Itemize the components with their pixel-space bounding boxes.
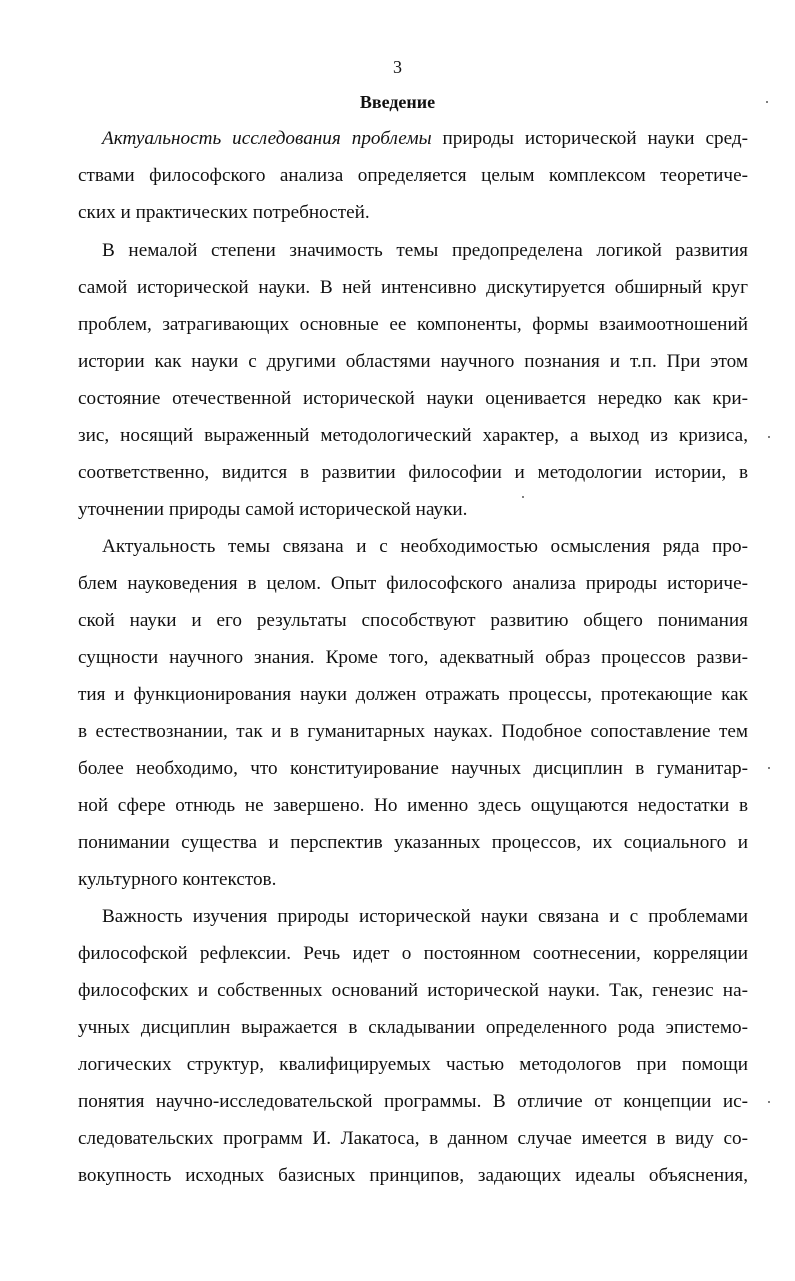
paragraph-line: соответственно, видится в развитии философии и методологии истории, в bbox=[78, 462, 748, 483]
paragraph-line: истории как науки с другими областями научного познания и т.п. При этом bbox=[78, 351, 748, 372]
page-number: 3 bbox=[393, 57, 402, 77]
paragraph-line: вокупность исходных базисных принципов, задающих идеалы объяснения, bbox=[78, 1165, 748, 1186]
paragraph-line: ствами философского анализа определяется целым комплексом теоретиче- bbox=[78, 165, 748, 186]
paragraph-line: состояние отечественной исторической науки оценивается нередко как кри- bbox=[78, 388, 748, 409]
paragraph-line: следовательских программ И. Лакатоса, в данном случае имеется в виду со- bbox=[78, 1128, 748, 1149]
italic-lead-phrase: Актуальность исследования проблемы bbox=[102, 128, 432, 149]
paragraph-line: сущности научного знания. Кроме того, адекватный образ процессов разви- bbox=[78, 647, 748, 668]
paragraph-line: Важность изучения природы исторической науки связана и с проблемами bbox=[102, 906, 748, 927]
scan-speck bbox=[768, 767, 770, 769]
scan-speck bbox=[768, 1101, 770, 1103]
paragraph-line: Актуальность исследования проблемы природы исторической науки сред- bbox=[102, 128, 748, 149]
paragraph-line: зис, носящий выраженный методологический характер, а выход из кризиса, bbox=[78, 425, 748, 446]
paragraph-line: ских и практических потребностей. bbox=[78, 202, 370, 223]
paragraph-line: в естествознании, так и в гуманитарных науках. Подобное сопоставление тем bbox=[78, 721, 748, 742]
paragraph-line: проблем, затрагивающих основные ее компоненты, формы взаимоотношений bbox=[78, 314, 748, 335]
paragraph-line: философских и собственных оснований исторической науки. Так, генезис на- bbox=[78, 980, 748, 1001]
paragraph-line: В немалой степени значимость темы предопределена логикой развития bbox=[102, 240, 748, 261]
paragraph-line: самой исторической науки. В ней интенсивно дискутируется обширный круг bbox=[78, 277, 748, 298]
paragraph-line: культурного контекстов. bbox=[78, 869, 277, 890]
paragraph-line: понятия научно-исследовательской программы. В отличие от концепции ис- bbox=[78, 1091, 748, 1112]
scan-speck bbox=[766, 101, 768, 103]
paragraph-line: ной сфере отнюдь не завершено. Но именно здесь ощущаются недостатки в bbox=[78, 795, 748, 816]
paragraph-line: философской рефлексии. Речь идет о постоянном соотнесении, корреляции bbox=[78, 943, 748, 964]
paragraph-line: тия и функционирования науки должен отражать процессы, протекающие как bbox=[78, 684, 748, 705]
section-heading: Введение bbox=[359, 92, 436, 112]
paragraph-line: Актуальность темы связана и с необходимостью осмысления ряда про- bbox=[102, 536, 748, 557]
scan-speck bbox=[522, 496, 524, 498]
paragraph-line: более необходимо, что конституирование научных дисциплин в гуманитар- bbox=[78, 758, 748, 779]
scan-speck bbox=[768, 436, 770, 438]
paragraph-line: понимании существа и перспектив указанных процессов, их социального и bbox=[78, 832, 748, 853]
paragraph-line: уточнении природы самой исторической науки. bbox=[78, 499, 468, 520]
paragraph-line: учных дисциплин выражается в складывании определенного рода эпистемо- bbox=[78, 1017, 748, 1038]
paragraph-line: логических структур, квалифицируемых частью методологов при помощи bbox=[78, 1054, 748, 1075]
paragraph-line: ской науки и его результаты способствуют развитию общего понимания bbox=[78, 610, 748, 631]
paragraph-line: блем науковедения в целом. Опыт философского анализа природы историче- bbox=[78, 573, 748, 594]
